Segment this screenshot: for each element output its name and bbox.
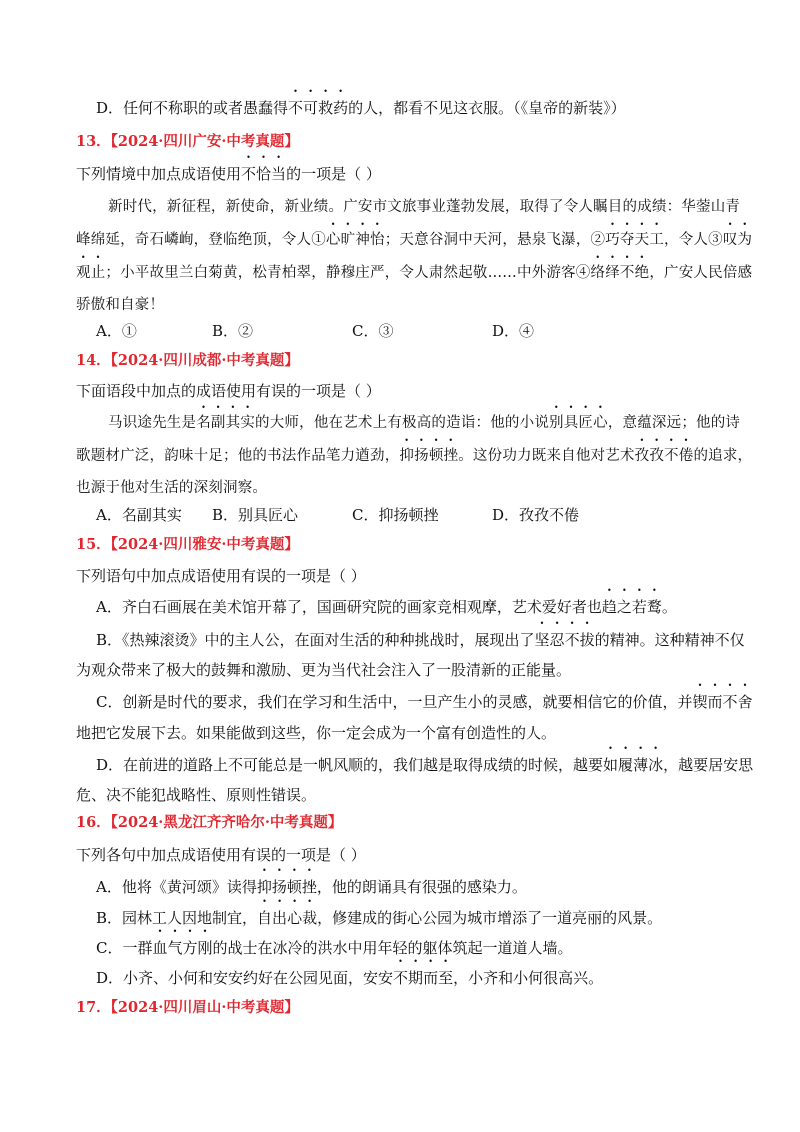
dotted-char: 而 — [707, 693, 723, 711]
question-13-stem — [76, 164, 381, 184]
option-b[interactable]: B．别具匠心 — [212, 506, 299, 524]
question-15-option-d-line-1[interactable] — [96, 755, 753, 775]
emphasized-idiom — [723, 232, 752, 248]
emphasized-idiom — [257, 909, 317, 927]
question-13-passage-line-4: 骄傲和自豪！ — [76, 297, 165, 313]
dotted-char: 不 — [619, 265, 635, 281]
dotted-char: 巧 — [605, 232, 620, 248]
text: ，广安人民倍感 — [649, 265, 753, 281]
dotted-char: 可 — [303, 99, 319, 117]
question-13-passage-line-2 — [76, 230, 752, 250]
dotted-char: 如 — [603, 756, 619, 774]
dotted-char: 不 — [664, 448, 679, 464]
dotted-char: 扬 — [271, 878, 287, 896]
dotted-char: 忍 — [549, 631, 565, 649]
dotted-char: 叹 — [722, 232, 738, 248]
dotted-char: 药 — [333, 99, 349, 117]
dotted-char: 不 — [241, 165, 257, 183]
dotted-char: 天 — [634, 232, 650, 248]
dotted-char: 为 — [737, 232, 753, 248]
text: 峰绵延，奇石嶙峋，登临绝顶，令人① — [76, 232, 326, 248]
emphasized-idiom — [603, 756, 663, 774]
dotted-char: 名 — [196, 415, 211, 431]
question-15-option-d-line-2: 危、决不能犯战略性、原则性错误。 — [76, 786, 317, 804]
text: D．在前进的道路上不可能总是一帆风顺的，我们越是取得成绩的时候，越要 — [96, 756, 604, 774]
option-d[interactable]: D．孜孜不倦 — [492, 506, 580, 524]
text: ，小齐和小何很高兴。 — [453, 969, 604, 987]
dotted-char: 不 — [564, 631, 580, 649]
text: ，修建成的街心公园为城市增添了一道亮丽的风景。 — [317, 909, 663, 927]
dotted-char: 工 — [649, 232, 665, 248]
dotted-char: 坚 — [534, 631, 550, 649]
emphasized-idiom — [605, 232, 664, 248]
dotted-char: 薄 — [633, 756, 649, 774]
dotted-char: 心 — [325, 232, 341, 248]
dotted-char: 怡 — [370, 232, 385, 248]
question-13-passage-line-1: 新时代，新征程，新使命，新业绩。广安市文旅事业蓬勃发展，取得了令人瞩目的成绩：华蓥山青 — [108, 199, 741, 215]
dotted-char: 当 — [271, 165, 287, 183]
dotted-char: 孜 — [649, 448, 665, 464]
question-13-header: 13．【2024·四川广安·中考真题】 — [76, 133, 299, 150]
question-15-option-b-line-1[interactable] — [96, 630, 745, 650]
question-17-header: 17．【2024·四川眉山·中考真题】 — [76, 999, 299, 1016]
question-14-options — [96, 505, 696, 525]
dotted-char: 挫 — [301, 878, 317, 896]
question-15-option-c-line-1[interactable] — [96, 692, 753, 712]
text: C．创新是时代的要求，我们在学习和生活中，一旦产生小的灵感，就要相信它的价值，并 — [96, 693, 693, 711]
text: B．园林工人因地制宜， — [96, 909, 258, 927]
question-13-passage-line-3 — [76, 263, 752, 283]
dotted-char: 气 — [167, 939, 183, 957]
text: A．他将《黄河颂》读得 — [96, 878, 257, 896]
dotted-char: 趋 — [601, 598, 617, 616]
question-15-option-a[interactable] — [96, 597, 677, 617]
dotted-char: 旷 — [340, 232, 356, 248]
text: ；天意谷洞中天河，悬泉飞瀑，② — [384, 232, 606, 248]
emphasized-idiom — [257, 878, 317, 896]
dotted-char: 副 — [210, 415, 226, 431]
dotted-char: 止 — [90, 265, 106, 281]
text: 的追求， — [693, 448, 753, 464]
emphasized-idiom — [692, 693, 752, 711]
question-16-stem: 下列各句中加点成语使用有误的一项是（ ） — [76, 846, 366, 864]
emphasized-idiom — [288, 99, 348, 117]
option-b[interactable]: B．② — [212, 322, 254, 340]
dotted-char: 方 — [182, 939, 198, 957]
emphasized-idiom — [602, 598, 662, 616]
emphasized-idiom — [76, 265, 105, 281]
dotted-char: 裁 — [302, 909, 318, 927]
emphasized-idiom — [549, 415, 608, 431]
dotted-char: 顿 — [286, 878, 302, 896]
question-16-option-b[interactable] — [96, 908, 662, 928]
text: D．小齐、小何和安安约好在公园见面，安安 — [96, 969, 394, 987]
dotted-char: 不 — [393, 969, 409, 987]
text: B．《热辣滚烫》中的主人公，在面对生活的种种挑战时，展现出了 — [96, 631, 535, 649]
dotted-char: 观 — [76, 265, 91, 281]
emphasized-idiom — [326, 232, 385, 248]
question-14-passage-line-3: 也源于他对生活的深刻洞察。 — [76, 480, 268, 496]
dotted-char: 实 — [240, 415, 256, 431]
emphasized-idiom — [393, 969, 453, 987]
option-d[interactable]: D．④ — [492, 322, 535, 340]
question-16-option-a[interactable] — [96, 877, 527, 897]
dotted-char: 抑 — [256, 878, 272, 896]
dotted-char: 倦 — [678, 448, 694, 464]
text: A．齐白石画展在美术馆开幕了，国画研究院的画家竞相观摩，艺术爱好者也 — [96, 598, 602, 616]
text: 。这份功力既来自他对艺术 — [458, 448, 635, 464]
text: ，越要居安思 — [663, 756, 754, 774]
emphasized-idiom — [399, 448, 458, 464]
text: 歌题材广泛，韵味十足；他的书法作品笔力遒劲， — [76, 448, 400, 464]
text: 的一项是（ ） — [286, 165, 381, 183]
text: C．一群 — [96, 939, 153, 957]
dotted-char: 救 — [318, 99, 334, 117]
dotted-char: 不 — [288, 99, 304, 117]
question-16-option-d[interactable] — [96, 968, 603, 988]
question-14-stem: 下面语段中加点的成语使用有误的一项是（ ） — [76, 382, 381, 400]
text: ，令人③ — [664, 232, 723, 248]
text: 的战士在冰冷的洪水中用年轻的躯体筑起一道道人墙。 — [212, 939, 573, 957]
dotted-char: 鹜 — [646, 598, 662, 616]
option-a[interactable]: A．名副其实 — [96, 506, 182, 524]
option-c[interactable]: C．抑扬顿挫 — [352, 506, 439, 524]
dotted-char: 血 — [152, 939, 168, 957]
dotted-char: 挫 — [443, 448, 459, 464]
dotted-char: 自 — [257, 909, 273, 927]
dotted-char: 舍 — [737, 693, 753, 711]
text: 的大师，他在艺术上有极高的造诣：他的小说 — [255, 415, 550, 431]
dotted-char: 其 — [225, 415, 241, 431]
text: ，意蕴深远；他的诗 — [607, 415, 741, 431]
dotted-char: 出 — [272, 909, 288, 927]
dotted-char: 拔 — [579, 631, 595, 649]
question-16-option-c[interactable] — [96, 938, 573, 958]
dotted-char: 心 — [287, 909, 303, 927]
option-a[interactable]: A．① — [96, 322, 137, 340]
dotted-char: 之 — [616, 598, 632, 616]
dotted-char: 具 — [563, 415, 579, 431]
question-15-option-c-line-2: 地把它发展下去。如果能做到这些，你一定会成为一个富有创造性的人。 — [76, 724, 557, 742]
emphasized-idiom — [635, 448, 694, 464]
emphasized-idiom — [591, 265, 650, 281]
dotted-char: 络 — [590, 265, 606, 281]
dotted-char: 恰 — [256, 165, 272, 183]
dotted-char: 别 — [549, 415, 564, 431]
question-14-header: 14．【2024·四川成都·中考真题】 — [76, 352, 299, 369]
dotted-char: 扬 — [414, 448, 429, 464]
emphasized-text — [241, 165, 286, 183]
question-15-stem: 下列语句中加点成语使用有误的一项是（ ） — [76, 567, 366, 585]
dotted-char: 心 — [593, 415, 608, 431]
dotted-char: 神 — [355, 232, 371, 248]
dotted-char: 孜 — [634, 448, 650, 464]
dotted-char: 不 — [722, 693, 738, 711]
text: 下列情境中加点成语使用 — [76, 165, 242, 183]
emphasized-idiom — [535, 631, 595, 649]
dotted-char: 至 — [438, 969, 454, 987]
question-13-options — [96, 321, 696, 341]
dotted-char: 期 — [408, 969, 424, 987]
text: 。 — [661, 598, 677, 616]
question-14-passage-line-2 — [76, 446, 752, 466]
dotted-char: 而 — [423, 969, 439, 987]
dotted-char: 绎 — [605, 265, 620, 281]
text: 的精神。这种精神不仅 — [594, 631, 745, 649]
question-15-option-b-line-2: 为观众带来了极大的鼓舞和激励、更为当代社会注入了一股清新的正能量。 — [76, 661, 572, 679]
dotted-char: 锲 — [692, 693, 708, 711]
dotted-char: 顿 — [428, 448, 444, 464]
prev-option-d — [96, 98, 626, 118]
emphasized-idiom — [196, 415, 255, 431]
question-15-header: 15．【2024·四川雅安·中考真题】 — [76, 536, 299, 553]
text: 马识途先生是 — [108, 415, 197, 431]
dotted-char: 绝 — [634, 265, 650, 281]
dotted-char: 匠 — [578, 415, 594, 431]
dotted-char: 若 — [631, 598, 647, 616]
text: ，他的朗诵具有很强的感染力。 — [316, 878, 527, 896]
option-c[interactable]: C．③ — [352, 322, 394, 340]
dotted-char: 刚 — [197, 939, 213, 957]
dotted-char: 履 — [618, 756, 634, 774]
question-14-passage-line-1 — [108, 413, 740, 433]
dotted-char: 抑 — [399, 448, 415, 464]
text: D．任何不称职的或者愚蠢得 — [96, 99, 289, 117]
text: 的人，都看不见这衣服。（《皇帝的新装》） — [348, 99, 626, 117]
dotted-char: 冰 — [648, 756, 664, 774]
emphasized-idiom — [152, 939, 212, 957]
text: ；小平故里兰白菊黄，松青柏翠，静穆庄严，令人肃然起敬……中外游客④ — [105, 265, 591, 281]
dotted-char: 夺 — [619, 232, 635, 248]
question-16-header: 16．【2024·黑龙江齐齐哈尔·中考真题】 — [76, 814, 343, 831]
